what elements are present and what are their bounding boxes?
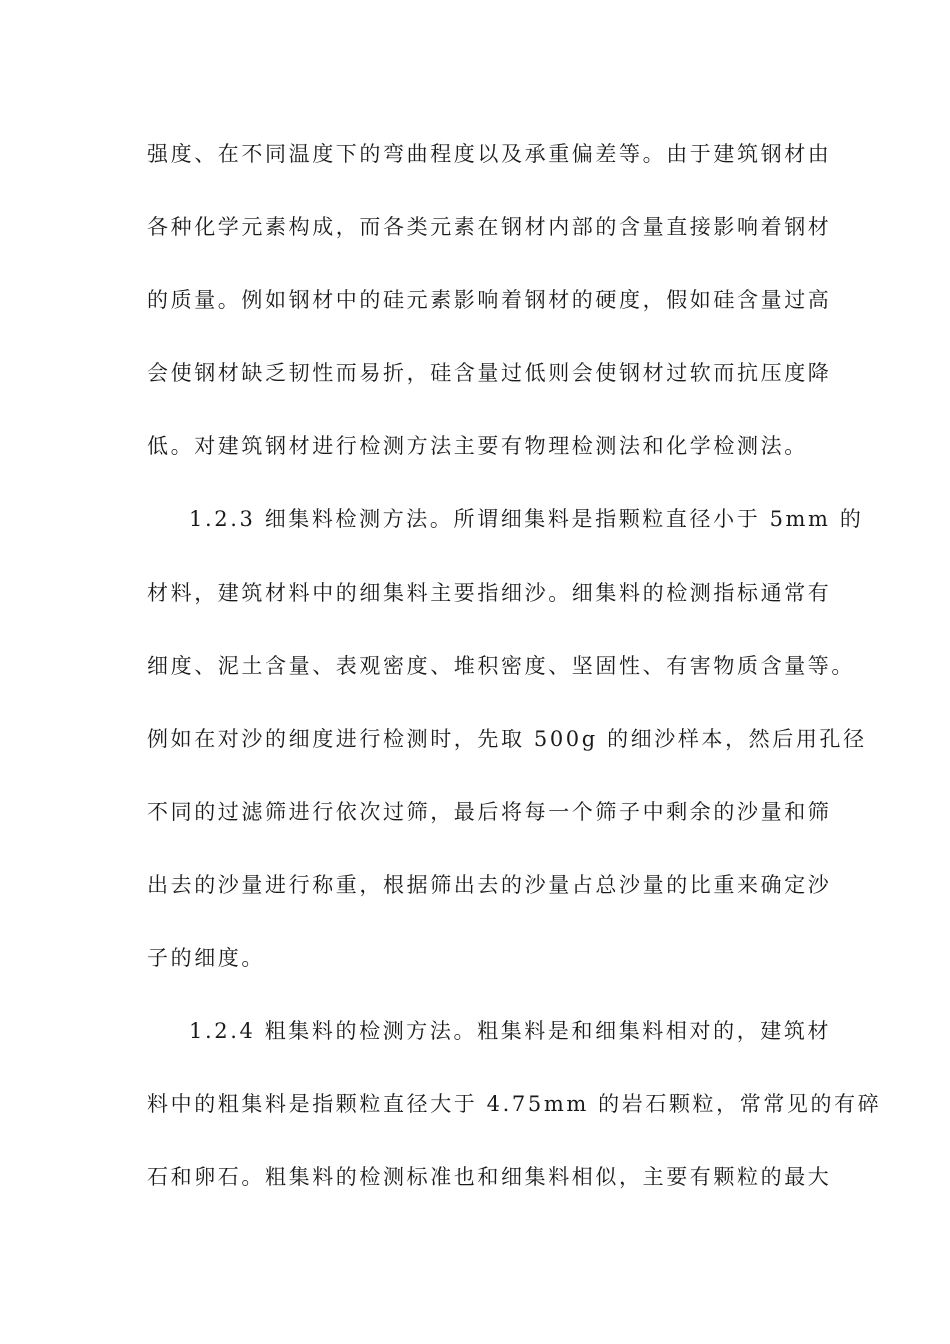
text-line: 材料，建筑材料中的细集料主要指细沙。细集料的检测指标通常有	[147, 580, 832, 605]
text-line: 的质量。例如钢材中的硅元素影响着钢材的硬度，假如硅含量过高	[147, 288, 832, 313]
text-line: 不同的过滤筛进行依次过筛，最后将每一个筛子中剩余的沙量和筛	[147, 799, 832, 824]
text-line: 出去的沙量进行称重，根据筛出去的沙量占总沙量的比重来确定沙	[147, 872, 832, 897]
text-line: 料中的粗集料是指颗粒直径大于 4.75mm 的岩石颗粒，常常见的有碎	[147, 1092, 882, 1117]
body-text	[147, 134, 882, 1230]
section-heading-1-2-4: 1.2.4 粗集料的检测方法。粗集料是和细集料相对的，建筑材	[189, 1019, 832, 1044]
text-line: 强度、在不同温度下的弯曲程度以及承重偏差等。由于建筑钢材由	[147, 142, 832, 166]
section-heading-1-2-3: 1.2.3 细集料检测方法。所谓细集料是指颗粒直径小于 5mm 的	[189, 507, 864, 532]
text-line: 石和卵石。粗集料的检测标准也和细集料相似，主要有颗粒的最大	[147, 1165, 832, 1190]
text-line: 例如在对沙的细度进行检测时，先取 500g 的细沙样本，然后用孔径	[147, 726, 867, 751]
text-line: 细度、泥土含量、表观密度、堆积密度、坚固性、有害物质含量等。	[147, 653, 855, 678]
text-line: 子的细度。	[147, 946, 265, 971]
text-line: 低。对建筑钢材进行检测方法主要有物理检测法和化学检测法。	[147, 434, 808, 459]
text-line: 各种化学元素构成，而各类元素在钢材内部的含量直接影响着钢材	[147, 215, 832, 240]
text-line: 会使钢材缺乏韧性而易折，硅含量过低则会使钢材过软而抗压度降	[147, 361, 832, 386]
